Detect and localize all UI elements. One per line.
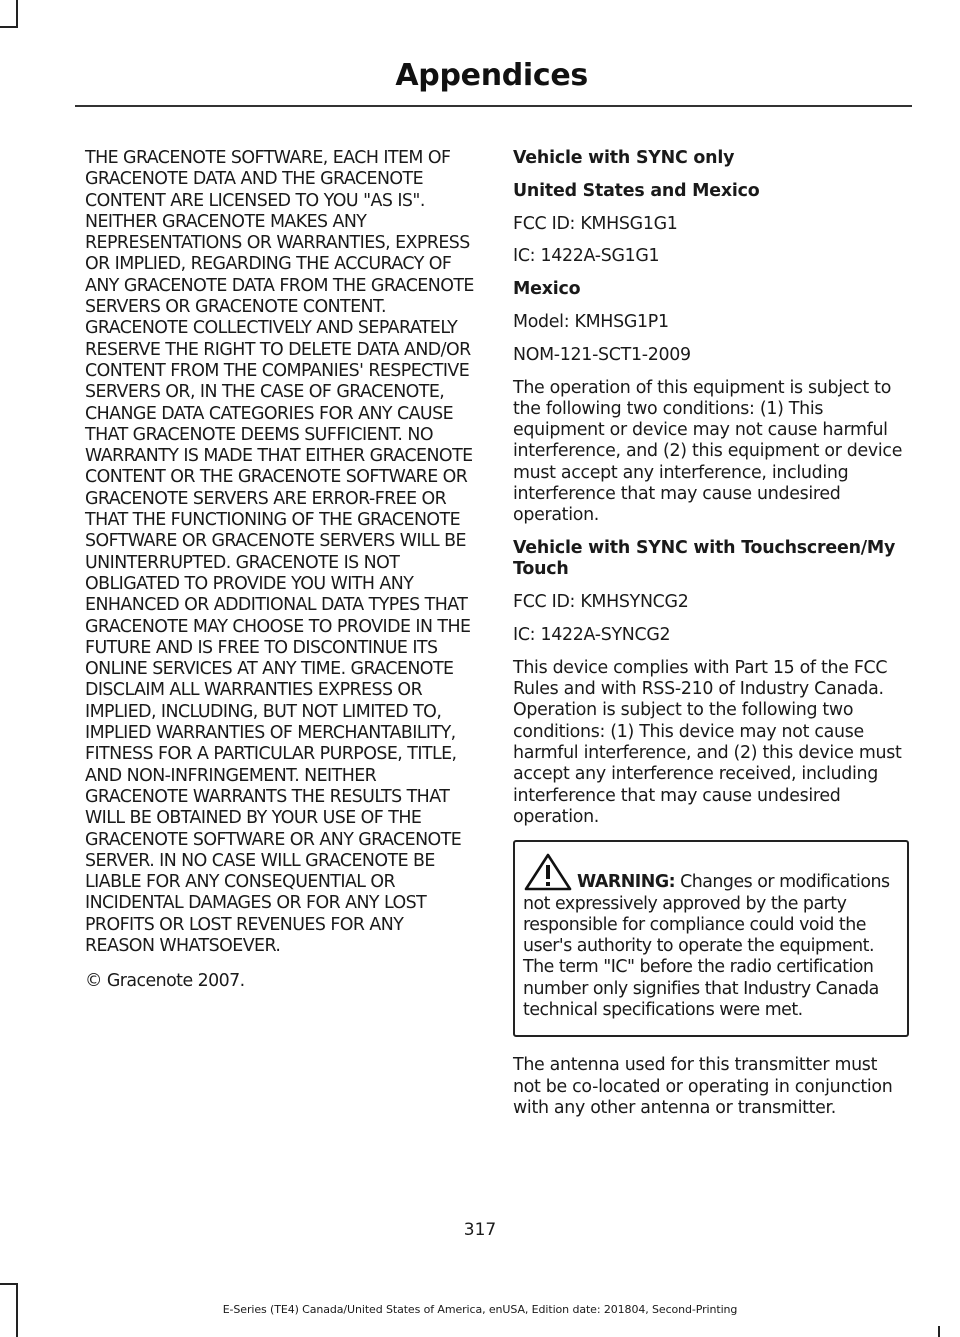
ic-sync: IC: 1422A-SG1G1	[513, 246, 660, 267]
crop-mark-top-left-v	[16, 0, 18, 28]
warning-triangle-icon	[523, 852, 573, 892]
antenna-paragraph: The antenna used for this transmitter must not be co-located or operating in conjunction with any other antenna or transmitter.	[513, 1055, 893, 1118]
crop-mark-bottom-left-h	[0, 1283, 18, 1285]
header-divider	[75, 105, 912, 107]
heading-sync-only: Vehicle with SYNC only	[513, 148, 735, 168]
heading-mexico: Mexico	[513, 279, 581, 300]
operation-paragraph: The operation of this equipment is subject to the following two conditions: (1) This equipment or device may not cause harmful interference, and (2) this equipment or device must accept any interference, including interference that may cause undesired operation.	[513, 377, 903, 526]
license-paragraph: THE GRACENOTE SOFTWARE, EACH ITEM OF GRACENOTE DATA AND THE GRACENOTE CONTENT ARE LICENSED TO YOU "AS IS". NEITHER GRACENOTE MAKES ANY REPRESENTATIONS OR WARRANTIES, EXPRESS OR IMPLIED, REGARDING THE ACCURACY OF ANY GRACENOTE DATA FROM THE GRACENOTE SERVERS OR GRACENOTE CONTENT. GRACENOTE COLLECTIVELY AND SEPARATELY RESERVE THE RIGHT TO DELETE DATA AND/OR CONTENT FROM THE COMPANIES' RESPECTIVE SERVERS OR, IN THE CASE OF GRACENOTE, CHANGE DATA CATEGORIES FOR ANY CAUSE THAT GRACENOTE DEEMS SUFFICIENT. NO WARRANTY IS MADE THAT EITHER GRACENOTE CONTENT OR THE GRACENOTE SOFTWARE OR GRACENOTE SERVERS ARE ERROR-FREE OR THAT THE FUNCTIONING OF THE GRACENOTE SOFTWARE OR GRACENOTE SERVERS WILL BE UNINTERRUPTED. GRACENOTE IS NOT OBLIGATED TO PROVIDE YOU WITH ANY ENHANCED OR ADDITIONAL DATA TYPES THAT GRACENOTE MAY CHOOSE TO PROVIDE IN THE FUTURE AND IS FREE TO DISCONTINUE ITS ONLINE SERVICES AT ANY TIME. GRACENOTE DISCLAIM ALL WARRANTIES EXPRESS OR IMPLIED, INCLUDING, BUT NOT LIMITED TO, IMPLIED WARRANTIES OF MERCHANTABILITY, FITNESS FOR A PARTICULAR PURPOSE, TITLE, AND NON-INFRINGEMENT. NEITHER GRACENOTE WARRANTS THE RESULTS THAT WILL BE OBTAINED BY YOUR USE OF THE GRACENOTE SOFTWARE OR ANY GRACENOTE SERVER. IN NO CASE WILL GRACENOTE BE LIABLE FOR ANY CONSEQUENTIAL OR INCIDENTAL DAMAGES OR FOR ANY LOST PROFITS OR LOST REVENUES FOR ANY REASON WHATSOEVER.	[85, 148, 474, 956]
nom-number: NOM-121-SCT1-2009	[513, 344, 691, 365]
crop-mark-bottom-right-v	[938, 1326, 940, 1337]
warning-text: Changes or modifications not expressively approved by the party responsible for compliance could void the user's authority to operate the equipment. The term "IC" before the radio certification number only signifies that Industry Canada technical specifications were met.	[523, 872, 890, 1020]
heading-sync-touchscreen: Vehicle with SYNC with Touchscreen/My Touch	[513, 538, 896, 580]
copyright-text: © Gracenote 2007.	[85, 971, 245, 992]
crop-mark-top-left-h	[0, 26, 18, 28]
left-column	[85, 148, 477, 1007]
edition-footer: E-Series (TE4) Canada/United States of America, enUSA, Edition date: 201804, Second-Printing	[222, 1303, 738, 1316]
page-number: 317	[463, 1220, 497, 1240]
compliance-paragraph: This device complies with Part 15 of the FCC Rules and with RSS-210 of Industry Canada. Operation is subject to the following two conditions: (1) This device may not cause harmful interference, and (2) this device must accept any interference received, including interference that may cause undesired operation.	[513, 657, 902, 827]
right-column	[513, 148, 909, 1131]
warning-box	[513, 840, 909, 1037]
section-title: Appendices	[395, 58, 588, 93]
model-number: Model: KMHSG1P1	[513, 311, 669, 332]
warning-label: WARNING:	[577, 872, 676, 893]
ic-touch: IC: 1422A-SYNCG2	[513, 625, 671, 646]
heading-us-mexico: United States and Mexico	[513, 180, 760, 201]
fcc-id-sync: FCC ID: KMHSG1G1	[513, 213, 678, 234]
fcc-id-touch: FCC ID: KMHSYNCG2	[513, 592, 689, 613]
